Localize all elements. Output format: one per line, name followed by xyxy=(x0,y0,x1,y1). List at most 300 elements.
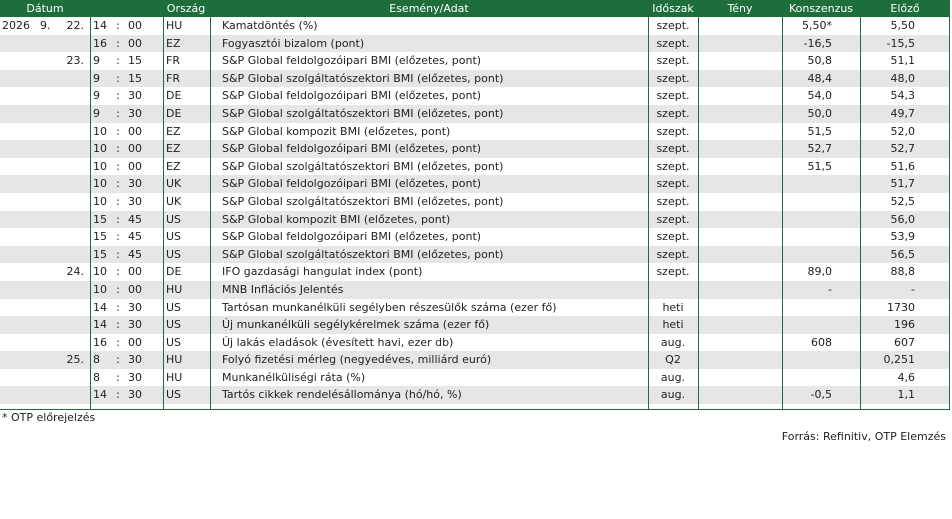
cell-minute: 00 xyxy=(128,142,142,156)
cell-year xyxy=(2,140,30,158)
table-row xyxy=(0,123,950,141)
cell-month xyxy=(40,140,54,158)
cell-minute: 15 xyxy=(128,71,142,85)
table-row xyxy=(0,140,950,158)
cell-month xyxy=(40,105,54,123)
cell-actual xyxy=(698,281,782,299)
cell-year xyxy=(2,123,30,141)
cell-minute: 00 xyxy=(128,335,142,349)
cell-day xyxy=(60,158,84,176)
table-row xyxy=(0,369,950,387)
cell-event: S&P Global feldolgozóipari BMI (előzetes, pont) xyxy=(222,54,482,68)
cell-period: heti xyxy=(662,300,684,314)
cell-minute: 00 xyxy=(128,36,142,50)
cell-day xyxy=(60,228,84,246)
cell-month xyxy=(40,228,54,246)
cell-period: szept. xyxy=(656,36,690,50)
cell-hour: 10 xyxy=(93,124,107,138)
cell-year xyxy=(2,70,30,88)
cell-period: szept. xyxy=(656,212,690,226)
cell-previous: 196 xyxy=(894,318,915,332)
cell-country: EZ xyxy=(166,124,181,138)
cell-time-separator: : xyxy=(116,335,120,349)
cell-actual xyxy=(698,263,782,281)
cell-actual xyxy=(698,175,782,193)
cell-previous: 51,7 xyxy=(890,177,915,191)
cell-minute: 45 xyxy=(128,247,142,261)
cell-country: FR xyxy=(166,54,180,68)
table-row xyxy=(0,281,950,299)
cell-event: Tartós cikkek rendelésállománya (hó/hó, %) xyxy=(222,388,462,402)
cell-country: UK xyxy=(166,194,182,208)
table-row xyxy=(0,175,950,193)
cell-hour: 15 xyxy=(93,212,107,226)
cell-minute: 30 xyxy=(128,353,142,367)
cell-period: szept. xyxy=(656,247,690,261)
cell-country: US xyxy=(166,212,182,226)
cell-month xyxy=(40,123,54,141)
column-divider xyxy=(949,0,950,409)
source-note: Forrás: Refinitiv, OTP Elemzés xyxy=(781,430,946,443)
cell-time-separator: : xyxy=(116,353,120,367)
cell-country: EZ xyxy=(166,142,181,156)
header-idoszak: Időszak xyxy=(652,2,694,15)
cell-consensus xyxy=(782,351,832,369)
cell-event: Folyó fizetési mérleg (negyedéves, milliárd euró) xyxy=(222,353,492,367)
cell-consensus xyxy=(782,246,832,264)
cell-year xyxy=(2,228,30,246)
cell-hour: 14 xyxy=(93,318,107,332)
cell-actual xyxy=(698,211,782,229)
table-row xyxy=(0,158,950,176)
cell-previous: 49,7 xyxy=(890,106,915,120)
cell-period: szept. xyxy=(656,106,690,120)
cell-previous: 88,8 xyxy=(890,265,915,279)
table-row xyxy=(0,105,950,123)
cell-previous: 607 xyxy=(894,335,915,349)
cell-period: szept. xyxy=(656,194,690,208)
table-row xyxy=(0,211,950,229)
cell-day xyxy=(60,316,84,334)
cell-day xyxy=(60,105,84,123)
cell-actual xyxy=(698,105,782,123)
cell-actual xyxy=(698,334,782,352)
cell-consensus xyxy=(782,175,832,193)
cell-time-separator: : xyxy=(116,124,120,138)
cell-time-separator: : xyxy=(116,194,120,208)
cell-actual xyxy=(698,70,782,88)
column-divider xyxy=(698,0,699,409)
cell-year xyxy=(2,175,30,193)
cell-period: szept. xyxy=(656,71,690,85)
cell-year xyxy=(2,263,30,281)
cell-actual xyxy=(698,158,782,176)
cell-minute: 30 xyxy=(128,89,142,103)
cell-minute: 00 xyxy=(128,19,142,32)
cell-period: szept. xyxy=(656,54,690,68)
cell-country: US xyxy=(166,318,182,332)
cell-year xyxy=(2,52,30,70)
cell-hour: 14 xyxy=(93,19,107,32)
cell-event: S&P Global szolgáltatószektori BMI (előzetes, pont) xyxy=(222,247,504,261)
cell-event: Fogyasztói bizalom (pont) xyxy=(222,36,365,50)
table-row xyxy=(0,263,950,281)
header-datum: Dátum xyxy=(26,2,64,15)
cell-day xyxy=(60,70,84,88)
cell-event: S&P Global feldolgozóipari BMI (előzetes, pont) xyxy=(222,177,482,191)
cell-year xyxy=(2,87,30,105)
cell-minute: 30 xyxy=(128,194,142,208)
cell-event: Új munkanélküli segélykérelmek száma (ezer fő) xyxy=(222,318,490,332)
cell-year xyxy=(2,369,30,387)
cell-year xyxy=(2,386,30,404)
cell-minute: 45 xyxy=(128,230,142,244)
cell-month xyxy=(40,35,54,53)
header-elozo: Előző xyxy=(890,2,920,15)
cell-previous: 5,50 xyxy=(890,19,915,32)
cell-actual xyxy=(698,316,782,334)
cell-time-separator: : xyxy=(116,388,120,402)
cell-actual xyxy=(698,87,782,105)
cell-hour: 9 xyxy=(93,71,100,85)
cell-actual xyxy=(698,228,782,246)
cell-time-separator: : xyxy=(116,106,120,120)
table-bottom-border xyxy=(0,409,950,410)
cell-minute: 30 xyxy=(128,318,142,332)
cell-month xyxy=(40,158,54,176)
cell-period: szept. xyxy=(656,230,690,244)
cell-year xyxy=(2,105,30,123)
cell-month xyxy=(40,316,54,334)
cell-hour: 10 xyxy=(93,194,107,208)
cell-time-separator: : xyxy=(116,89,120,103)
cell-hour: 10 xyxy=(93,159,107,173)
cell-country: DE xyxy=(166,265,182,279)
cell-consensus: 5,50* xyxy=(802,19,832,32)
cell-event: S&P Global szolgáltatószektori BMI (előzetes, pont) xyxy=(222,71,504,85)
cell-actual xyxy=(698,299,782,317)
header-esemeny: Esemény/Adat xyxy=(389,2,469,15)
table-row xyxy=(0,35,950,53)
cell-time-separator: : xyxy=(116,159,120,173)
cell-period: szept. xyxy=(656,19,690,32)
cell-minute: 00 xyxy=(128,265,142,279)
column-divider xyxy=(210,0,211,409)
cell-period: szept. xyxy=(656,142,690,156)
cell-time-separator: : xyxy=(116,300,120,314)
cell-day xyxy=(60,281,84,299)
cell-actual xyxy=(698,246,782,264)
cell-previous: 52,5 xyxy=(890,194,915,208)
cell-minute: 15 xyxy=(128,54,142,68)
cell-period: aug. xyxy=(660,370,686,384)
table-body xyxy=(0,17,950,404)
cell-day xyxy=(60,87,84,105)
cell-period: heti xyxy=(662,318,684,332)
cell-event: S&P Global szolgáltatószektori BMI (előzetes, pont) xyxy=(222,159,504,173)
cell-time-separator: : xyxy=(116,212,120,226)
cell-consensus: -0,5 xyxy=(810,388,832,402)
cell-day xyxy=(60,299,84,317)
cell-actual xyxy=(698,35,782,53)
cell-day: 23. xyxy=(66,54,84,68)
column-divider xyxy=(163,0,164,409)
cell-minute: 30 xyxy=(128,106,142,120)
cell-event: IFO gazdasági hangulat index (pont) xyxy=(222,265,423,279)
cell-previous: 1,1 xyxy=(897,388,915,402)
cell-period: szept. xyxy=(656,124,690,138)
cell-month xyxy=(40,263,54,281)
cell-event: S&P Global kompozit BMI (előzetes, pont) xyxy=(222,124,451,138)
cell-period: szept. xyxy=(656,89,690,103)
cell-event: S&P Global kompozit BMI (előzetes, pont) xyxy=(222,212,451,226)
cell-actual xyxy=(698,140,782,158)
cell-period: Q2 xyxy=(665,353,681,367)
table-header xyxy=(0,0,950,17)
cell-month xyxy=(40,175,54,193)
cell-country: DE xyxy=(166,106,182,120)
cell-month xyxy=(40,246,54,264)
cell-hour: 10 xyxy=(93,282,107,296)
cell-month xyxy=(40,211,54,229)
cell-month xyxy=(40,87,54,105)
cell-previous: 51,1 xyxy=(890,54,915,68)
cell-consensus: 52,7 xyxy=(807,142,832,156)
cell-country: HU xyxy=(166,19,183,32)
cell-previous: - xyxy=(911,282,915,296)
cell-day: 25. xyxy=(66,353,84,367)
cell-month xyxy=(40,70,54,88)
cell-day xyxy=(60,35,84,53)
cell-minute: 00 xyxy=(128,282,142,296)
cell-country: US xyxy=(166,388,182,402)
cell-time-separator: : xyxy=(116,282,120,296)
cell-period: aug. xyxy=(660,335,686,349)
cell-month xyxy=(40,193,54,211)
cell-actual xyxy=(698,52,782,70)
cell-year xyxy=(2,193,30,211)
cell-actual xyxy=(698,386,782,404)
cell-day: 24. xyxy=(66,265,84,279)
table-row xyxy=(0,193,950,211)
cell-previous: 4,6 xyxy=(897,370,915,384)
cell-month xyxy=(40,281,54,299)
cell-hour: 16 xyxy=(93,36,107,50)
cell-consensus: -16,5 xyxy=(803,36,832,50)
cell-month xyxy=(40,334,54,352)
cell-time-separator: : xyxy=(116,36,120,50)
cell-country: US xyxy=(166,300,182,314)
table-row xyxy=(0,386,950,404)
cell-previous: 54,3 xyxy=(890,89,915,103)
table-row xyxy=(0,228,950,246)
cell-time-separator: : xyxy=(116,318,120,332)
cell-hour: 10 xyxy=(93,142,107,156)
cell-hour: 10 xyxy=(93,177,107,191)
cell-minute: 00 xyxy=(128,124,142,138)
cell-year xyxy=(2,351,30,369)
cell-country: HU xyxy=(166,282,183,296)
cell-period: aug. xyxy=(660,388,686,402)
cell-actual xyxy=(698,123,782,141)
cell-hour: 15 xyxy=(93,247,107,261)
cell-event: Tartósan munkanélküli segélyben részesülők száma (ezer fő) xyxy=(222,300,557,314)
cell-time-separator: : xyxy=(116,265,120,279)
cell-consensus xyxy=(782,228,832,246)
cell-year xyxy=(2,316,30,334)
cell-month xyxy=(40,386,54,404)
cell-hour: 15 xyxy=(93,230,107,244)
cell-month: 9. xyxy=(40,19,51,32)
cell-country: EZ xyxy=(166,36,181,50)
cell-country: UK xyxy=(166,177,182,191)
cell-country: HU xyxy=(166,370,183,384)
cell-hour: 16 xyxy=(93,335,107,349)
cell-minute: 00 xyxy=(128,159,142,173)
cell-event: S&P Global feldolgozóipari BMI (előzetes, pont) xyxy=(222,230,482,244)
cell-country: DE xyxy=(166,89,182,103)
cell-period: szept. xyxy=(656,265,690,279)
header-konszenzus: Konszenzus xyxy=(788,2,854,15)
cell-country: HU xyxy=(166,353,183,367)
cell-period xyxy=(648,281,698,299)
table-row xyxy=(0,246,950,264)
cell-day xyxy=(60,123,84,141)
cell-previous: 51,6 xyxy=(890,159,915,173)
cell-time-separator: : xyxy=(116,177,120,191)
table-row xyxy=(0,299,950,317)
cell-event: Kamatdöntés (%) xyxy=(222,19,318,32)
cell-consensus: 51,5 xyxy=(807,159,832,173)
table-row xyxy=(0,334,950,352)
cell-month xyxy=(40,369,54,387)
table-row xyxy=(0,70,950,88)
cell-year xyxy=(2,211,30,229)
cell-consensus: 50,8 xyxy=(807,54,832,68)
cell-country: US xyxy=(166,247,182,261)
cell-day xyxy=(60,140,84,158)
cell-hour: 14 xyxy=(93,388,107,402)
cell-year xyxy=(2,281,30,299)
cell-year: 2026 xyxy=(2,19,30,32)
cell-previous: 1730 xyxy=(887,300,915,314)
cell-previous: 48,0 xyxy=(890,71,915,85)
cell-day xyxy=(60,246,84,264)
header-orszag: Ország xyxy=(166,2,206,15)
cell-month xyxy=(40,351,54,369)
cell-country: US xyxy=(166,335,182,349)
cell-minute: 30 xyxy=(128,177,142,191)
cell-hour: 9 xyxy=(93,106,100,120)
column-divider xyxy=(860,0,861,409)
cell-consensus xyxy=(782,299,832,317)
cell-event: Munkanélküliségi ráta (%) xyxy=(222,370,366,384)
cell-country: EZ xyxy=(166,159,181,173)
cell-previous: 56,0 xyxy=(890,212,915,226)
cell-day: 22. xyxy=(66,19,84,32)
table-row xyxy=(0,316,950,334)
cell-consensus: 89,0 xyxy=(807,265,832,279)
cell-event: MNB Inflációs Jelentés xyxy=(222,282,344,296)
cell-actual xyxy=(698,369,782,387)
cell-actual xyxy=(698,351,782,369)
cell-day xyxy=(60,386,84,404)
cell-consensus: - xyxy=(828,282,832,296)
cell-day xyxy=(60,193,84,211)
cell-day xyxy=(60,334,84,352)
cell-time-separator: : xyxy=(116,71,120,85)
cell-day xyxy=(60,175,84,193)
cell-event: S&P Global feldolgozóipari BMI (előzetes, pont) xyxy=(222,142,482,156)
cell-year xyxy=(2,158,30,176)
cell-day xyxy=(60,211,84,229)
header-teny: Tény xyxy=(727,2,753,15)
cell-actual xyxy=(698,193,782,211)
cell-hour: 14 xyxy=(93,300,107,314)
cell-minute: 30 xyxy=(128,370,142,384)
cell-consensus: 51,5 xyxy=(807,124,832,138)
cell-time-separator: : xyxy=(116,370,120,384)
cell-previous: 52,0 xyxy=(890,124,915,138)
cell-year xyxy=(2,334,30,352)
cell-year xyxy=(2,299,30,317)
cell-minute: 30 xyxy=(128,388,142,402)
footnote: * OTP előrejelzés xyxy=(2,411,96,424)
cell-consensus: 48,4 xyxy=(807,71,832,85)
cell-actual xyxy=(698,17,782,35)
cell-day xyxy=(60,369,84,387)
cell-event: S&P Global szolgáltatószektori BMI (előzetes, pont) xyxy=(222,106,504,120)
cell-consensus xyxy=(782,369,832,387)
cell-hour: 8 xyxy=(93,370,100,384)
cell-event: Új lakás eladások (évesített havi, ezer db) xyxy=(222,335,454,349)
cell-previous: 56,5 xyxy=(890,247,915,261)
cell-hour: 8 xyxy=(93,353,100,367)
cell-hour: 9 xyxy=(93,89,100,103)
cell-country: FR xyxy=(166,71,180,85)
cell-consensus xyxy=(782,211,832,229)
cell-previous: 53,9 xyxy=(890,230,915,244)
cell-previous: 0,251 xyxy=(883,353,915,367)
cell-month xyxy=(40,299,54,317)
cell-time-separator: : xyxy=(116,54,120,68)
cell-event: S&P Global szolgáltatószektori BMI (előzetes, pont) xyxy=(222,194,504,208)
cell-time-separator: : xyxy=(116,230,120,244)
cell-previous: -15,5 xyxy=(886,36,915,50)
cell-time-separator: : xyxy=(116,19,120,32)
cell-hour: 10 xyxy=(93,265,107,279)
table-row xyxy=(0,351,950,369)
table-row xyxy=(0,87,950,105)
cell-event: S&P Global feldolgozóipari BMI (előzetes, pont) xyxy=(222,89,482,103)
column-divider xyxy=(782,0,783,409)
table-row xyxy=(0,52,950,70)
cell-period: szept. xyxy=(656,159,690,173)
cell-year xyxy=(2,35,30,53)
cell-consensus: 50,0 xyxy=(807,106,832,120)
cell-consensus: 54,0 xyxy=(807,89,832,103)
cell-period: szept. xyxy=(656,177,690,191)
cell-year xyxy=(2,246,30,264)
cell-time-separator: : xyxy=(116,247,120,261)
cell-minute: 45 xyxy=(128,212,142,226)
table-row xyxy=(0,17,950,35)
cell-previous: 52,7 xyxy=(890,142,915,156)
cell-consensus: 608 xyxy=(811,335,832,349)
cell-country: US xyxy=(166,230,182,244)
column-divider xyxy=(648,0,649,409)
cell-consensus xyxy=(782,193,832,211)
